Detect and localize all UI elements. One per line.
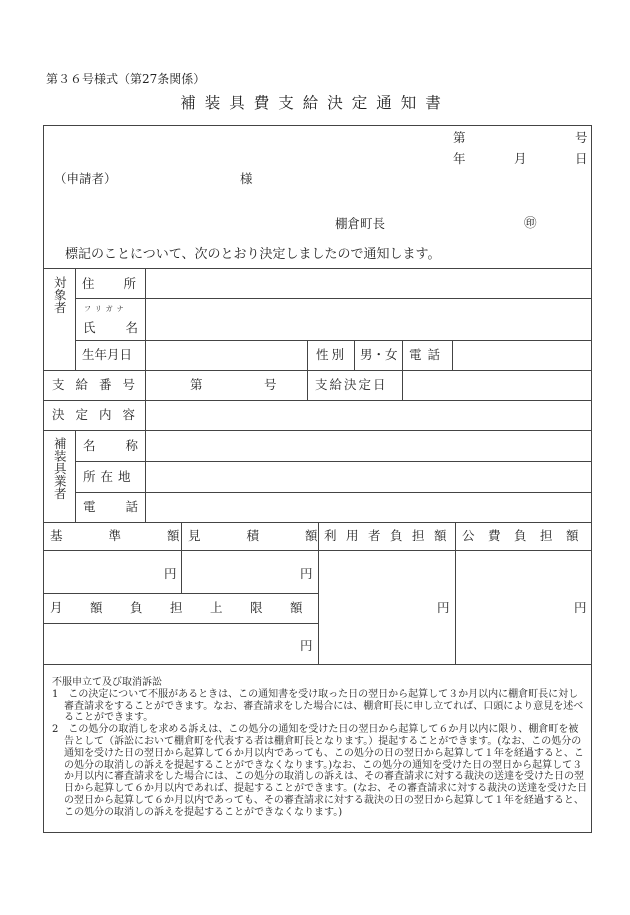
estimate-amount-label: 見積額 [188, 528, 364, 543]
name-label: 氏名 [83, 320, 169, 335]
seal-mark: ㊞ [524, 215, 537, 230]
address-label-text: 住所 [82, 276, 166, 291]
notice-item-1 [52, 689, 588, 724]
date-day-label: 日 [575, 151, 588, 166]
intro-text: 標記のことについて、次のとおり決定しましたので通知します。 [65, 247, 441, 262]
form-reference: 第３６号様式（第27条関係） [46, 72, 206, 86]
monthly-limit-label: 月額負担上限額 [50, 600, 331, 615]
rule [43, 400, 591, 401]
doc-number-go: 号 [575, 130, 588, 145]
payment-number-go: 号 [264, 377, 277, 392]
rule [75, 461, 591, 462]
monthly-limit-yen: 円 [300, 638, 313, 653]
notice-item-1-text: この決定について不服があるときは、この通知書を受け取った日の翌日から起算して３か月以内に棚倉町長に対し審査請求をすることができます。なお、審査請求をした場合には、棚倉町長に申し立てれば、口頭により意見を述べることができます。 [64, 688, 584, 724]
page-title: 補装具費支給決定通知書 [180, 94, 450, 112]
rule [452, 340, 453, 370]
notice-item-2 [52, 724, 588, 818]
rule [318, 522, 319, 664]
sex-options: 男・女 [360, 347, 398, 362]
doc-number-dai: 第 [453, 130, 466, 145]
user-burden-yen: 円 [437, 600, 450, 615]
furigana-label: フリガナ [84, 305, 128, 313]
issuer-name: 棚倉町長 [335, 216, 386, 231]
notice-heading: 不服申立て及び取消訴訟 [52, 677, 162, 688]
rule [455, 522, 456, 664]
payment-number-label: 支給番号 [52, 377, 147, 392]
rule [43, 370, 591, 371]
applicant-label: （申請者） [54, 171, 117, 186]
rule [43, 623, 318, 624]
date-month-label: 月 [514, 151, 527, 166]
rule [75, 492, 591, 493]
notice-item-1-num: 1 [52, 688, 59, 700]
vendor-name-label: 名称 [83, 438, 169, 453]
rule [402, 370, 403, 400]
notice-item-2-text: この処分の取消しを求める訴えは、この処分の通知を受けた日の翌日から起算して６か月以内に限り、棚倉町を被告として（訴訟において棚倉町を代表する者は棚倉町長となります。）提起することができます。(なお、この処分の通知を受けた日の翌日から起算して６か月以内であっても、この処分の日の翌日から起算して１年を経過すると、この処分の取消しの訴えを提起することができなくなります。)なお、この処分の通知を受けた日の翌日から起算して３か月以内に審査請求をした場合には、この処分の取消しの訴えは、その審査請求に対する裁決の送達を受けた日の翌日から起算して６か月以内であれば、提起することができます。(なお、その審査請求に対する裁決の送達を受けた日の翌日から起算して６か月以内であっても、その審査請求に対する裁決の日の翌日から起算して１年を経過すると、この処分の取消しの訴えを提起することができなくなります。) [64, 724, 588, 818]
vendor-group-label: 補装具業者 [52, 437, 68, 500]
decision-content-label: 決定内容 [52, 407, 147, 422]
public-burden-yen: 円 [574, 600, 587, 615]
rule [43, 268, 591, 269]
rule [43, 522, 591, 523]
rule [43, 550, 591, 551]
rule [43, 664, 591, 665]
date-year-label: 年 [453, 151, 466, 166]
honorific: 様 [240, 171, 253, 186]
rule [307, 340, 308, 370]
address-label [82, 276, 166, 291]
birthdate-label: 生年月日 [82, 347, 133, 362]
subject-group-label: 対象者 [52, 276, 68, 314]
rule [307, 370, 308, 400]
decision-date-label: 支給決定日 [315, 377, 388, 392]
phone-label: 電話 [409, 347, 447, 362]
rule [402, 340, 403, 370]
rule [75, 430, 76, 522]
rule [43, 430, 591, 431]
rule [354, 340, 355, 370]
rule [75, 340, 591, 341]
rule [43, 593, 318, 594]
rule [145, 268, 146, 522]
vendor-location-label: 所在地 [83, 469, 136, 484]
rule [75, 268, 76, 370]
vendor-phone-label: 電話 [83, 499, 169, 514]
user-burden-label: 利用者負担額 [324, 528, 457, 543]
notice-item-2-num: 2 [52, 724, 59, 736]
sex-label: 性別 [316, 347, 348, 362]
estimate-yen: 円 [300, 566, 313, 581]
standard-amount-label: 基準額 [50, 528, 226, 543]
payment-number-dai: 第 [190, 377, 203, 392]
public-burden-label: 公費負担額 [462, 528, 593, 543]
standard-yen: 円 [164, 566, 177, 581]
appeal-notice [52, 677, 588, 819]
rule [75, 298, 591, 299]
